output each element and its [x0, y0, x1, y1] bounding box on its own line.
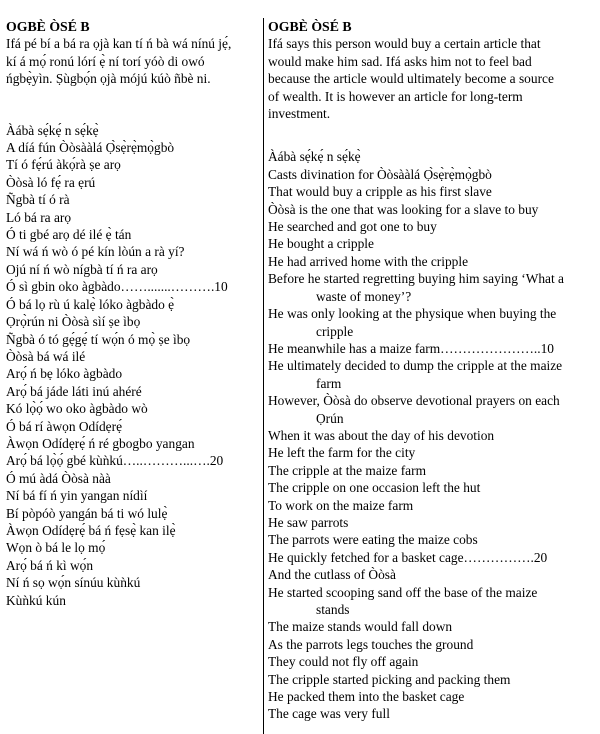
verse-line: As the parrots legs touches the ground: [268, 636, 474, 652]
verse-line: Arọ́ bá jáde láti inú ahéré: [6, 383, 142, 399]
verse-line: Àábà sẹ́kẹ́ n sẹ́kẹ̀: [6, 122, 99, 138]
verse-line: The maize stands would fall down: [268, 619, 453, 635]
verse-line: Kùǹkú kún: [6, 592, 66, 608]
verse-line: Ñgbà tí ó rà: [6, 192, 70, 208]
column-divider: [263, 18, 264, 734]
verse-line: He packed them into the basket cage: [268, 689, 465, 705]
verse-line: Kó lọ̀ọ́ wo oko àgbàdo wò: [6, 401, 148, 417]
verse-line: Ñgbà ó tó gẹ́gẹ́ tí wọ́n ó mọ̀ ṣe ìbọ: [6, 331, 191, 347]
verse-line: That would buy a cripple as his first slave: [268, 184, 492, 200]
yoruba-heading: OGBÈ ÒSÉ B: [6, 19, 90, 34]
verse-line: He searched and got one to buy: [268, 219, 437, 235]
verse-line: However, Òòsà do observe devotional prayers on each: [268, 393, 560, 409]
verse-line: The cripple on one occasion left the hut: [268, 480, 481, 496]
verse-line: The parrots were eating the maize cobs: [268, 532, 478, 548]
intro-line: Ifá says this person would buy a certain article that: [268, 36, 541, 52]
verse-line: Òòsà is the one that was looking for a slave to buy: [268, 201, 539, 217]
spacer: [6, 88, 260, 122]
verse-line: He bought a cripple: [268, 236, 374, 252]
verse-line: Arọ́ ń bẹ lóko àgbàdo: [6, 366, 123, 382]
intro-line: because the article would ultimately become a source: [268, 71, 554, 87]
verse-line: And the cutlass of Òòsà: [268, 567, 396, 583]
intro-line: Ifá pé bí a bá ra ọjà kan tí ń bà wá nínú jẹ́,: [6, 36, 232, 52]
intro-line: would make him sad. Ifá asks him not to feel bad: [268, 53, 532, 69]
verse-line: Bí pòpóò yangán bá ti wó lulẹ̀: [6, 505, 168, 521]
verse-line: Arọ́ bá lọ̀ọ́ gbé kùǹkú…..………...….20: [6, 453, 224, 469]
verse-line: Casts divination for Òòsààlá Ọ̀sẹ̀rẹ̀mọ̀gbò: [268, 166, 492, 182]
verse-line: He meanwhile has a maize farm…………………..10: [268, 340, 554, 356]
verse-line: He ultimately decided to dump the cripple at the maize: [268, 358, 563, 374]
verse-line: cripple: [316, 323, 354, 339]
verse-line: waste of money’?: [316, 288, 412, 304]
verse-line: Tí ó fẹ́rú àkọ́rà ṣe arọ: [6, 157, 121, 173]
verse-line: Àábà sẹ́kẹ́ n sẹ́kẹ̀: [268, 149, 361, 165]
english-heading: OGBÈ ÒSÉ B: [268, 19, 352, 34]
verse-line: A díá fún Òòsààlá Ọ̀sẹ̀rẹ̀mọ̀gbò: [6, 140, 175, 156]
verse-line: To work on the maize farm: [268, 497, 414, 513]
verse-line: They could not fly off again: [268, 654, 419, 670]
spacer: [268, 122, 596, 148]
intro-line: ńgbẹ̀yìn. Ṣùgbọ́n ọjà mójú kúò ñbè ni.: [6, 71, 211, 87]
verse-line: The cage was very full: [268, 706, 390, 722]
verse-line: When it was about the day of his devotion: [268, 427, 495, 443]
verse-line: Ó bá rí àwọn Odídẹrẹ́: [6, 418, 123, 434]
verse-line: Ló bá ra arọ: [6, 209, 72, 225]
verse-line: Ní wá ń wò ó pé kín lòún a rà yí?: [6, 244, 185, 260]
verse-line: Ọrọ̀rún ni Òòsà sìí ṣe ìbọ: [6, 314, 141, 330]
verse-line: Wọn ò bá le lọ mọ́: [6, 540, 106, 556]
yoruba-column: [6, 18, 260, 609]
verse-line: Ó ti gbé arọ dé ilé ẹ̀ tán: [6, 227, 132, 243]
yoruba-verse: [6, 122, 260, 609]
english-column: [268, 18, 596, 723]
verse-line: Ní ń sọ wọ́n sínúu kùǹkú: [6, 575, 141, 591]
verse-line: stands: [316, 602, 350, 617]
verse-line: Arọ́ bá ń kì wọ́n: [6, 557, 94, 573]
verse-line: Ní bá fí ń yin yangan nídìí: [6, 488, 148, 504]
verse-line: Before he started regretting buying him saying ‘What a: [268, 271, 564, 287]
verse-line: He was only looking at the physique when buying the: [268, 306, 557, 322]
verse-line: Ọrún: [316, 410, 344, 426]
verse-line: The cripple started picking and packing them: [268, 671, 511, 687]
verse-line: Ó bá lọ rù ú kalẹ̀ lóko àgbàdo ẹ̀: [6, 296, 175, 312]
english-intro: [268, 35, 596, 122]
english-verse: [268, 148, 596, 722]
verse-line: Ó sì gbin oko àgbàdo…….......……….10: [6, 279, 228, 295]
verse-line: He quickly fetched for a basket cage…………….20: [268, 549, 548, 565]
verse-line: Òòsà bá wá ilé: [6, 348, 86, 364]
verse-line: The cripple at the maize farm: [268, 462, 427, 478]
yoruba-intro: [6, 35, 260, 87]
verse-line: He started scooping sand off the base of the maize: [268, 584, 538, 600]
intro-line: investment.: [268, 106, 331, 122]
verse-line: farm: [316, 375, 342, 391]
verse-line: Òòsà ló fẹ́ ra ẹrú: [6, 174, 96, 190]
intro-line: kí á mọ́ ronú lórí ẹ̀ ní torí yóò di owó: [6, 53, 205, 69]
verse-line: Ojú ní ń wò nígbà tí ń ra arọ: [6, 261, 158, 277]
verse-line: Ó mú àdá Òòsà nàà: [6, 470, 111, 486]
verse-line: He had arrived home with the cripple: [268, 253, 469, 269]
verse-line: Àwọn Odídẹrẹ́ bá ń fẹsẹ̀ kan ilẹ̀: [6, 522, 176, 538]
intro-line: of wealth. It is however an article for long-term: [268, 88, 523, 104]
verse-line: He saw parrots: [268, 514, 349, 530]
verse-line: Àwọn Odídẹrẹ́ ń ré gbogbo yangan: [6, 435, 195, 451]
verse-line: He left the farm for the city: [268, 445, 416, 461]
